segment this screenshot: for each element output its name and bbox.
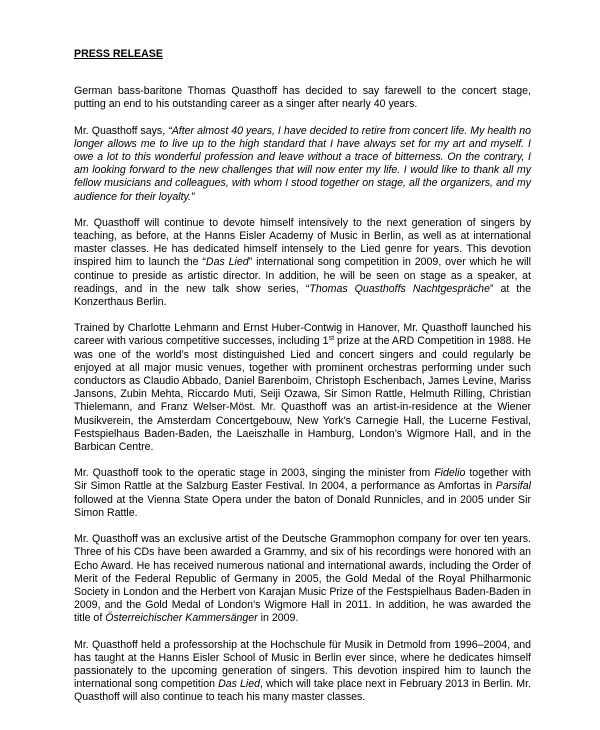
paragraph-professorship xyxy=(74,639,531,705)
p2-quote: “After almost 40 years, I have decided to retire from concert life. My health no longer allows me to live up to the high standard that I have always set for my art and myself. I owe a lot to this wonderful profession and leave without a trace of bitterness. On the contrary, I am looking forward to the new challenges that will now enter my life. I would like to thank all my fellow musicians and colleagues, with whom I stood together on stage, all the organizers, and my audience for their loyalty.” xyxy=(74,124,531,203)
paragraph-awards xyxy=(74,533,531,625)
p4-superscript: st xyxy=(328,335,335,343)
p3-show-title: Thomas Quasthoffs Nachtgespräche xyxy=(309,282,490,295)
p4-text-b: prize at the ARD Competition in 1988. He was one of the world’s most distinguished Lied and concert singers and could regularly be enjoyed at all major music venues, together with prominent orchestras performing under such conductors as Claudio Abbado, Daniel Barenboim, Christoph Eschenbach, James Levine, Mariss Jansons, Zubin Mehta, Riccardo Muti, Seiji Ozawa, Sir Simon Rattle, Helmuth Rilling, Christian Thielemann, and Franz Welser-Möst. Mr. Quasthoff was an artist-in-residence at the Wiener Musikverein, the Amsterdam Concertgebouw, New York’s Carnegie Hall, the Lucerne Festival, Festspielhaus Baden-Baden, the Laeiszhalle in Hamburg, London’s Wigmore Hall, and in the Barbican Centre. xyxy=(74,335,531,454)
p3-text-a: Mr. Quasthoff will continue to devote himself intensively to the next generation of singers by teaching, as before, at the Hanns Eisler Academy of Music in Berlin, as well as at international master classes. He has dedicated himself intensely to the Lied genre for years. This devotion inspired him to launch the “ xyxy=(74,216,531,269)
p5-parsifal: Parsifal xyxy=(495,480,531,493)
p6-honorary-title: Österreichischer Kammersänger xyxy=(105,612,258,625)
paragraph-opera xyxy=(74,467,531,520)
p5-text-c: followed at the Vienna State Opera under the baton of Donald Runnicles, and in 2005 under Sir Simon Rattle. xyxy=(74,493,531,519)
press-release-document xyxy=(74,48,531,718)
p7-text-b: , which will take place next in February 2013 in Berlin. Mr. Quasthoff will also continue to teach his many master classes. xyxy=(74,678,531,704)
p7-text-a: Mr. Quasthoff held a professorship at the Hochschule für Musik in Detmold from 1996–2004, and has taught at the Hanns Eisler School of Music in Berlin ever since, where he dedicates himself passionately to the upcoming generation of singers. This devotion inspired him to launch the international song competition xyxy=(74,638,531,691)
p4-text-a: Trained by Charlotte Lehmann and Ernst Huber-Contwig in Hanover, Mr. Quasthoff launched his career with various competitive successes, including 1 xyxy=(74,322,531,348)
p5-fidelio: Fidelio xyxy=(434,467,466,480)
p2-intro: Mr. Quasthoff says, xyxy=(74,124,169,137)
p6-text-b: in 2009. xyxy=(257,612,299,625)
p3-text-c: ” at the Konzerthaus Berlin. xyxy=(74,282,531,309)
paragraph-quote xyxy=(74,125,531,204)
p5-text-b: together with Sir Simon Rattle at the Salzburg Easter Festival. In 2004, a performance as Amfortas in xyxy=(74,467,531,493)
p7-das-lied: Das Lied xyxy=(218,678,260,691)
paragraph-career xyxy=(74,322,531,454)
p6-text-a: Mr. Quasthoff was an exclusive artist of the Deutsche Grammophon company for over ten years. Three of his CDs have been awarded a Grammy, and six of his recordings were honored with an Echo Award. He has received numerous national and international awards, including the Order of Merit of the Federal Republic of Germany in 2005, the Gold Medal of the Royal Philharmonic Society in London and the Herbert von Karajan Music Prize of the Festspielhaus Baden-Baden in 2009, and the Gold Medal of London’s Wigmore Hall in 2011. In addition, he was awarded the title of xyxy=(74,533,531,625)
p3-das-lied: Das Lied xyxy=(205,256,249,269)
document-title: PRESS RELEASE xyxy=(74,48,163,60)
p1-text: German bass-baritone Thomas Quasthoff has decided to say farewell to the concert stage, putting an end to his outstanding career as a singer after nearly 40 years. xyxy=(74,85,531,111)
p3-text-b: ” international song competition in 2009, over which he will continue to preside as artistic director. In addition, he will be seen on stage as a speaker, at readings, and in the new talk show series, “ xyxy=(74,256,532,295)
p5-text-a: Mr. Quasthoff took to the operatic stage in 2003, singing the minister from xyxy=(74,467,435,480)
paragraph-intro xyxy=(74,85,531,111)
paragraph-teaching xyxy=(74,217,531,309)
